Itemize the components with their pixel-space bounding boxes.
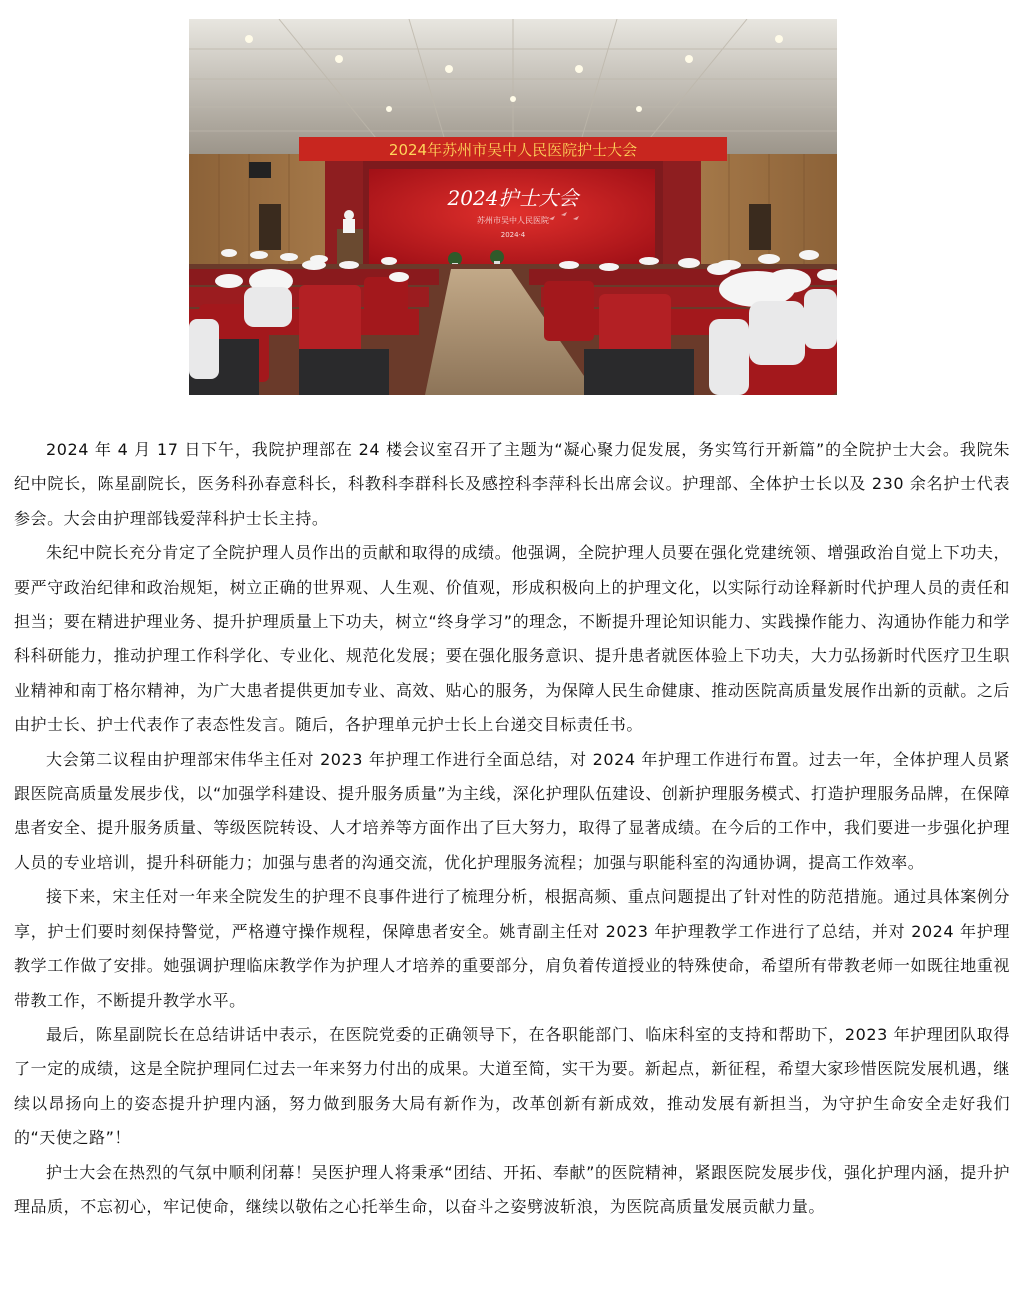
meeting-photo bbox=[189, 19, 837, 395]
screen-title: 2024护士大会 bbox=[447, 186, 579, 210]
paragraph-work-summary: 大会第二议程由护理部宋伟华主任对 2023 年护理工作进行全面总结，对 2024 年护理工作进行布置。过去一年，全体护理人员紧跟医院高质量发展步伐，以“加强学科建设、提升服务质量”为主线，深化护理队伍建设、创新护理服务模式、打造护理服务品牌，在保障患者安全、提升服务质量、等级医院转设、人才培养等方面作出了巨大努力，取得了显著成绩。在今后的工作中，我们要进一步强化护理人员的专业培训，提升科研能力；加强与患者的沟通交流，优化护理服务流程；加强与职能科室的沟通协调，提高工作效率。 bbox=[14, 749, 1010, 872]
news-article bbox=[14, 433, 1010, 1224]
banner-text: 2024年苏州市吴中人民医院护士大会 bbox=[388, 141, 638, 159]
paragraph-president-speech: 朱纪中院长充分肯定了全院护理人员作出的贡献和取得的成绩。他强调，全院护理人员要在强化党建统领、增强政治自觉上下功夫，要严守政治纪律和政治规矩，树立正确的世界观、人生观、价值观，形成积极向上的护理文化，以实际行动诠释新时代护理人员的责任和担当；要在精进护理业务、提升护理质量上下功夫，树立“终身学习”的理念，不断提升理论知识能力、实践操作能力、沟通协作能力和学科科研能力，推动护理工作科学化、专业化、规范化发展；要在强化服务意识、提升患者就医体验上下功夫，大力弘扬新时代医疗卫生职业精神和南丁格尔精神，为广大患者提供更加专业、高效、贴心的服务，为保障人民生命健康、推动医院高质量发展作出新的贡献。之后由护士长、护士代表作了表态性发言。随后，各护理单元护士长上台递交目标责任书。 bbox=[14, 543, 1010, 735]
screen-date: 2024·4 bbox=[500, 231, 526, 239]
screen-subtitle: 苏州市吴中人民医院 bbox=[477, 216, 549, 225]
paragraph-closing-speech: 最后，陈星副院长在总结讲话中表示，在医院党委的正确领导下，在各职能部门、临床科室的支持和帮助下，2023 年护理团队取得了一定的成绩，这是全院护理同仁过去一年来努力付出的成果。大道至简，实干为要。新起点，新征程，希望大家珍惜医院发展机遇，继续以昂扬向上的姿态提升护理内涵，努力做到服务大局有新作为，改革创新有新成效，推动发展有新担当，为守护生命安全走好我们的“天使之路”！ bbox=[14, 1024, 1010, 1148]
paragraph-intro: 2024 年 4 月 17 日下午，我院护理部在 24 楼会议室召开了主题为“凝心聚力促发展，务实笃行开新篇”的全院护士大会。我院朱纪中院长，陈星副院长，医务科孙春意科长，科教科李群科长及感控科李萍科长出席会议。护理部、全体护士长以及 230 余名护士代表参会。大会由护理部钱爱萍科护士长主持。 bbox=[14, 440, 1010, 528]
paragraph-adverse-events: 接下来，宋主任对一年来全院发生的护理不良事件进行了梳理分析，根据高频、重点问题提出了针对性的防范措施。通过具体案例分享，护士们要时刻保持警觉，严格遵守操作规程，保障患者安全。姚青副主任对 2023 年护理教学工作进行了总结，并对 2024 年护理教学工作做了安排。她强调护理临床教学作为护理人才培养的重要部分，肩负着传道授业的特殊使命，希望所有带教老师一如既往地重视带教工作，不断提升教学水平。 bbox=[14, 887, 1010, 1010]
paragraph-conclusion: 护士大会在热烈的气氛中顺利闭幕！吴医护理人将秉承“团结、开拓、奉献”的医院精神，紧跟医院发展步伐，强化护理内涵，提升护理品质，不忘初心，牢记使命，继续以敬佑之心托举生命，以奋斗之姿劈波斩浪，为医院高质量发展贡献力量。 bbox=[14, 1162, 1010, 1216]
